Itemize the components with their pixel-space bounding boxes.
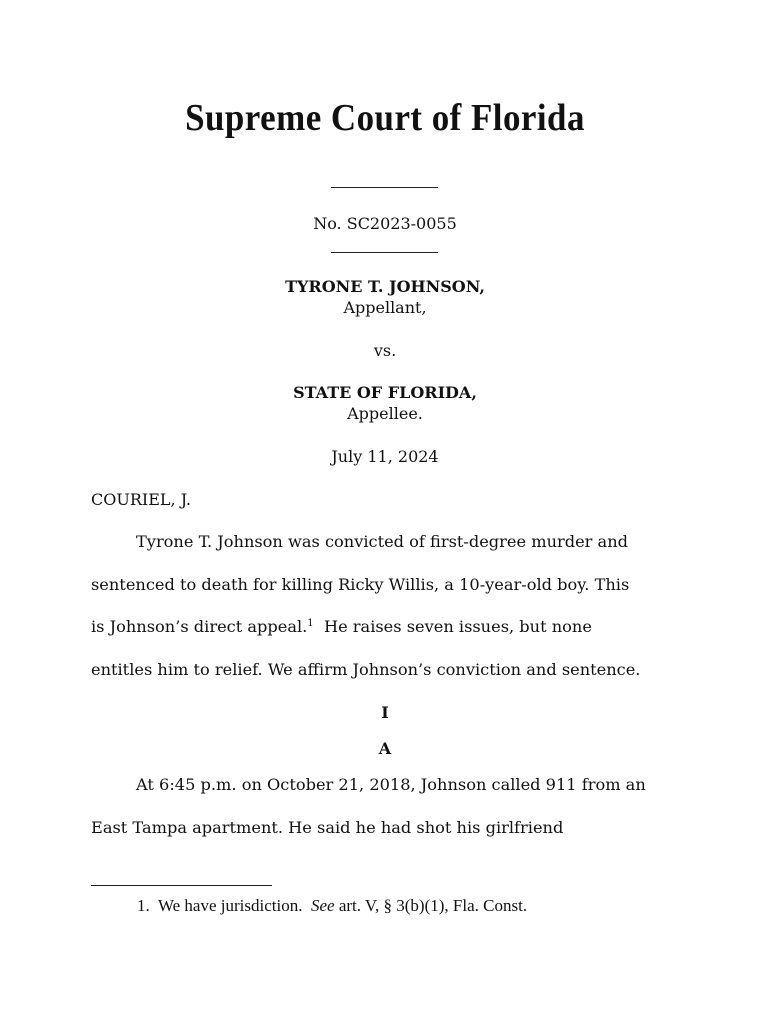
appellant-role: Appellant,: [343, 298, 427, 317]
footnote-reference[interactable]: 1: [307, 618, 314, 629]
footnote-signal: See: [310, 896, 335, 915]
footnote-citation: art. V, § 3(b)(1), Fla. Const.: [338, 896, 528, 915]
decision-date: July 11, 2024: [331, 447, 439, 466]
footnote-text: We have jurisdiction.: [157, 896, 303, 915]
section-heading: I: [381, 703, 389, 722]
opinion-text-line: Tyrone T. Johnson was convicted of first-degree murder and: [136, 532, 628, 551]
opinion-text-segment: is Johnson’s direct appeal.: [91, 617, 308, 636]
versus-label: vs.: [373, 341, 397, 360]
opinion-author: COURIEL, J.: [91, 490, 191, 509]
divider-rule: [331, 252, 438, 253]
opinion-text-line: East Tampa apartment. He said he had shot his girlfriend: [91, 818, 564, 837]
appellee-name: STATE OF FLORIDA,: [293, 383, 477, 402]
appellee-role: Appellee.: [347, 404, 423, 423]
appellant-name: TYRONE T. JOHNSON,: [285, 277, 485, 296]
opinion-text-line: entitles him to relief. We affirm Johnson’s conviction and sentence.: [91, 660, 641, 679]
footnote: [137, 896, 527, 916]
divider-rule: [331, 187, 438, 188]
opinion-text-line: At 6:45 p.m. on October 21, 2018, Johnson called 911 from an: [136, 775, 646, 794]
footnote-divider: [91, 885, 272, 886]
court-title: Supreme Court of Florida: [185, 97, 585, 139]
opinion-text-segment: He raises seven issues, but none: [313, 617, 592, 636]
opinion-text-line: [91, 617, 592, 637]
footnote-number: 1.: [137, 896, 150, 915]
case-number: No. SC2023-0055: [313, 214, 457, 233]
opinion-text-line: sentenced to death for killing Ricky Willis, a 10-year-old boy. This: [91, 575, 630, 594]
subsection-heading: A: [378, 739, 392, 758]
